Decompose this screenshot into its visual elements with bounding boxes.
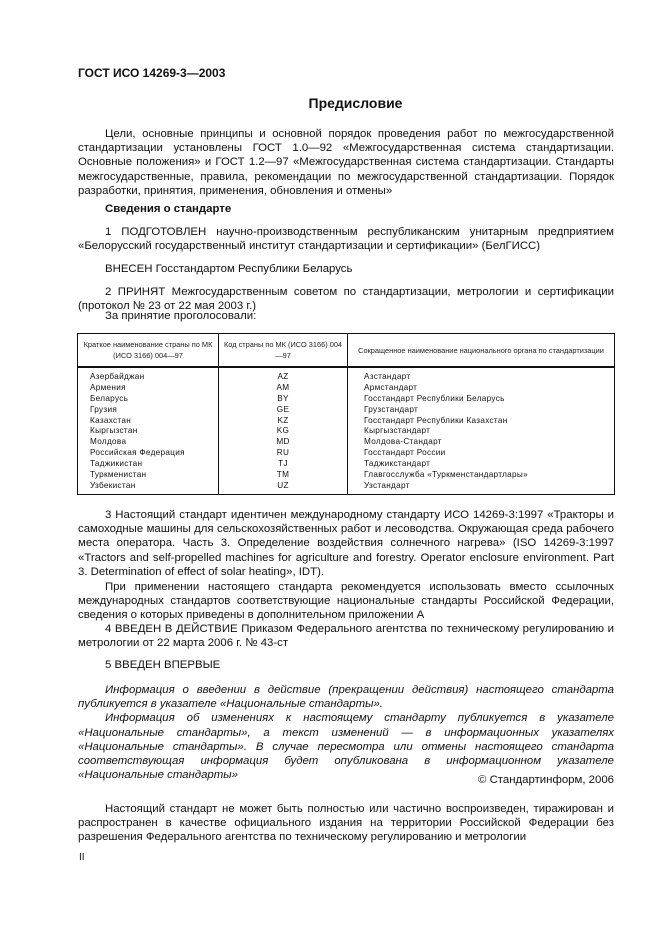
country-code: MD [276, 437, 290, 447]
standards-body: Главгосслужба «Туркменстандартлары» [364, 470, 528, 480]
item-4-block [78, 622, 614, 650]
item-4-paragraph: 4 ВВЕДЕН В ДЕЙСТВИЕ Приказом Федерального агентства по техническому регулированию и метрологии от 22 марта 2006 г. № 43-ст [78, 623, 614, 650]
country-code: KG [276, 426, 290, 436]
about-section [78, 202, 614, 216]
about-heading: Сведения о стандарте [105, 203, 232, 215]
standards-body: Узстандарт [364, 480, 410, 490]
country-name: Казахстан [90, 415, 132, 425]
standards-body-column [348, 367, 615, 494]
column-header-body: Сокращенное наименование национального органа по стандартизации [348, 334, 615, 368]
info-paragraph-2: Информация об изменениях к настоящему стандарту публикуется в указателе «Национальные стандарты», а текст изменений — в информационных указателях «Национальные стандарты». В случае пересмотра или отмены настоящего стандарта соответствующая информация будет опубликована в информационном указателе «Национальные стандарты» [78, 712, 614, 782]
standards-body: Таджикстандарт [364, 459, 431, 469]
country-name: Молдова [90, 437, 127, 447]
introduced-by: ВНЕСЕН Госстандартом Республики Беларусь [105, 263, 353, 275]
about-item-1-block [78, 225, 614, 253]
page-number: II [79, 852, 85, 863]
country-name: Туркменистан [90, 470, 147, 480]
item-5-block [78, 658, 614, 672]
column-header-country: Краткое наименование страны по МК (ИСО 3166) 004—97 [78, 334, 219, 368]
standards-body: Кыргызстандарт [364, 426, 431, 436]
country-name: Узбекистан [90, 480, 136, 490]
voted-label: За принятие проголосовали: [105, 310, 257, 322]
standards-body: Госстандарт Республики Беларусь [364, 393, 505, 403]
about-item-1: 1 ПОДГОТОВЛЕН научно-производственным республиканским унитарным предприятием «Белорусский государственный институт стандартизации и сертификации» (БелГИСС) [78, 226, 614, 253]
country-name: Грузия [90, 404, 118, 414]
standards-body: Армстандарт [364, 382, 418, 392]
table-body-row [78, 367, 615, 494]
country-name: Таджикистан [90, 459, 143, 469]
about-item-2: 2 ПРИНЯТ Межгосударственным советом по стандартизации, метрологии и сертификации (протокол № 23 от 22 мая 2003 г.) [78, 286, 614, 313]
country-code: AM [276, 382, 290, 392]
country-code: TJ [278, 459, 288, 469]
item-3-note: При применении настоящего стандарта рекомендуется использовать вместо ссылочных международных стандартов соответствующие национальные стандарты Российской Федерации, сведения о которых приведены в дополнительном приложении А [78, 581, 614, 622]
country-code: GE [276, 404, 290, 414]
column-header-code: Код страны по МК (ИСО 3166) 004—97 [219, 334, 348, 368]
standards-body: Молдова-Стандарт [364, 437, 442, 447]
country-code: UZ [277, 480, 289, 490]
item-3-block [78, 508, 614, 623]
info-paragraph-1: Информация о введении в действие (прекращении действия) настоящего стандарта публикуется в указателе «Национальные стандарты». [78, 684, 614, 711]
table-header-row [78, 334, 615, 368]
voting-countries-table [77, 333, 615, 495]
document-id-header: ГОСТ ИСО 14269-3—2003 [78, 66, 226, 80]
country-code: AZ [277, 372, 289, 381]
item-5-paragraph: 5 ВВЕДЕН ВПЕРВЫЕ [105, 659, 221, 671]
standards-body: Грузстандарт [364, 404, 419, 414]
voted-block [78, 309, 614, 323]
reproduction-notice: Настоящий стандарт не может быть полностью или частично воспроизведен, тиражирован и распространен в качестве официального издания на территории Российской Федерации без разрешения Федерального агентства по техническому регулированию и метрологии [78, 803, 614, 844]
standards-body: Госстандарт Республики Казахстан [364, 415, 508, 425]
code-column [219, 367, 348, 494]
country-name: Беларусь [90, 393, 129, 403]
item-3-paragraph: 3 Настоящий стандарт идентичен международному стандарту ИСО 14269-3:1997 «Тракторы и самоходные машины для сельскохозяйственных работ и лесоводства. Окружающая среда рабочего места оператора. Часть 3. Определение воздействия солнечного нагрева» (ISO 14269-3:1997 «Tractors and self-propelled machines for agriculture and forestry. Operator enclosure environment. Part 3. Determination of effect of solar heating», IDT). [78, 509, 614, 578]
introduced-block [78, 262, 614, 276]
country-name: Кыргызстан [90, 426, 138, 436]
country-column [78, 367, 219, 494]
country-code: KZ [277, 415, 289, 425]
standards-body: Азстандарт [364, 372, 411, 381]
intro-paragraph: Цели, основные принципы и основной порядок проведения работ по межгосударственной стандартизации установлены ГОСТ 1.0—92 «Межгосударственная система стандартизации. Основные положения» и ГОСТ 1.2—97 «Межгосударственная система стандартизации. Стандарты межгосударственные, правила, рекомендации по межгосударственной стандартизации. Порядок разработки, принятия, применения, обновления и отмены» [78, 128, 614, 197]
country-code: BY [277, 393, 289, 403]
country-name: Российская Федерация [90, 448, 185, 458]
intro-section [78, 127, 614, 198]
country-name: Армения [90, 382, 126, 392]
info-block [78, 683, 614, 782]
country-code: RU [276, 448, 290, 458]
standards-body: Госстандарт России [364, 448, 446, 458]
country-code: TM [276, 470, 290, 480]
country-name: Азербайджан [90, 372, 145, 381]
reproduction-notice-block [78, 802, 614, 845]
page-title: Предисловие [308, 95, 403, 111]
copyright-notice: © Стандартинформ, 2006 [478, 774, 614, 786]
